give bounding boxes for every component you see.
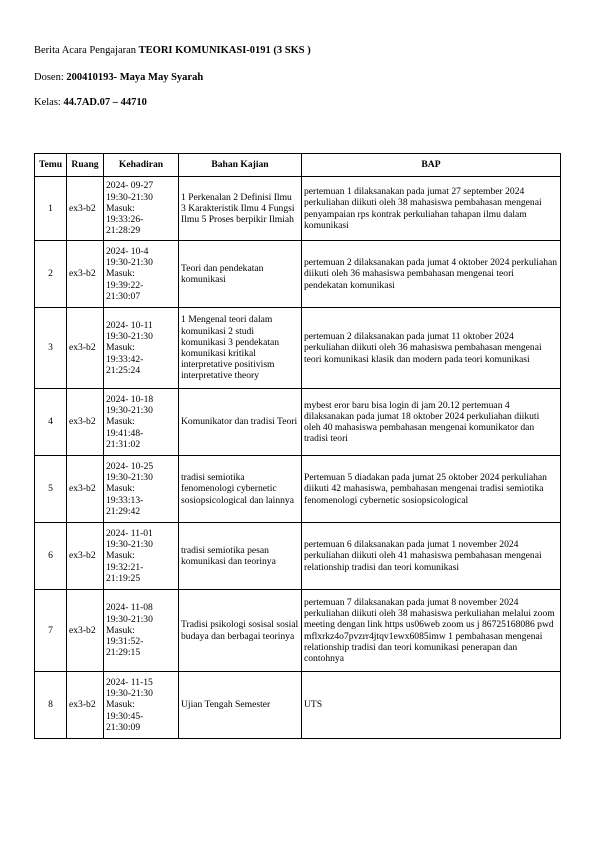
bap-cell: mybest eror baru bisa login di jam 20.12 pertemuan 4 dilaksanakan pada jumat 18 oktober 2024 perkuliahan diikuti oleh 40 mahasiswa pembahasan mengenai komunikator dan tradisi teori [302,389,561,456]
lecturer-name: 200410193- Maya May Syarah [66,72,204,83]
kehadiran-cell: 2024- 10-4 19:30-21:30 Masuk: 19:39:22- 21:30:07 [104,241,179,308]
table-row [35,177,561,241]
kehadiran-cell: 2024- 10-25 19:30-21:30 Masuk: 19:33:13- 21:29:42 [104,456,179,523]
temu-cell: 4 [35,389,67,456]
table-row [35,523,561,590]
table-row [35,389,561,456]
temu-cell: 6 [35,523,67,590]
col-kajian-header: Bahan Kajian [179,154,302,177]
table-row [35,590,561,672]
col-temu-header: Temu [35,154,67,177]
bap-cell: pertemuan 6 dilaksanakan pada jumat 1 november 2024 perkuliahan diikuti oleh 41 mahasiswa pembahasan mengenai relationship tradisi dan teori komunikasi [302,523,561,590]
temu-cell: 8 [35,672,67,739]
kehadiran-cell: 2024- 10-11 19:30-21:30 Masuk: 19:33:42- 21:25:24 [104,308,179,389]
bap-cell: pertemuan 7 dilaksanakan pada jumat 8 november 2024 perkuliahan diikuti oleh 38 mahasiswa perkuliahan melalui zoom meeting dengan link https us06web zoom us j 86725168086 pwd mflxrkz4o7pvzrr4jtqv1ewx6085imw 1 pembahasan mengenai relationship tradisi dan teori komunikasi penerapan dan contohnya [302,590,561,672]
ruang-cell: ex3-b2 [67,672,104,739]
kajian-cell: Ujian Tengah Semester [179,672,302,739]
kajian-cell: 1 Perkenalan 2 Definisi Ilmu 3 Karakteristik Ilmu 4 Fungsi Ilmu 5 Proses berpikir Ilmiah [179,177,302,241]
temu-cell: 5 [35,456,67,523]
table-row [35,241,561,308]
kajian-cell: Tradisi psikologi sosisal sosial budaya dan berbagai teorinya [179,590,302,672]
table-row [35,308,561,389]
col-ruang-header: Ruang [67,154,104,177]
ruang-cell: ex3-b2 [67,177,104,241]
doc-title [34,45,311,56]
temu-cell: 2 [35,241,67,308]
class-code: 44.7AD.07 – 44710 [63,97,147,108]
kajian-cell: Teori dan pendekatan komunikasi [179,241,302,308]
col-bap-header: BAP [302,154,561,177]
kehadiran-cell: 2024- 11-01 19:30-21:30 Masuk: 19:32:21- 21:19:25 [104,523,179,590]
bap-cell: Pertemuan 5 diadakan pada jumat 25 oktober 2024 perkuliahan diikuti 42 mahasiswa, pembahasan mengenai tradisi semiotika fenomenologi cybernetic sosiopsicological [302,456,561,523]
bap-cell: UTS [302,672,561,739]
bap-cell: pertemuan 1 dilaksanakan pada jumat 27 september 2024 perkuliahan diikuti oleh 38 mahasiswa pembahasan mengenai penyampaian rps kontrak perkuliahan tahapan ilmu dalam komunikasi [302,177,561,241]
temu-cell: 7 [35,590,67,672]
title-prefix: Berita Acara Pengajaran [34,45,137,56]
kehadiran-cell: 2024- 10-18 19:30-21:30 Masuk: 19:41:48- 21:31:02 [104,389,179,456]
temu-cell: 1 [35,177,67,241]
kehadiran-cell: 2024- 11-15 19:30-21:30 Masuk: 19:30:45- 21:30:09 [104,672,179,739]
bap-table [34,153,561,739]
kajian-cell: tradisi semiotika fenomenologi cybernetic sosiopsicological dan lainnya [179,456,302,523]
table-row [35,456,561,523]
bap-cell: pertemuan 2 dilaksanakan pada jumat 4 oktober 2024 perkuliahan diikuti oleh 36 mahasiswa pembahasan mengenai teori pendekatan komunikasi [302,241,561,308]
table-header-row [35,154,561,177]
class-line [34,97,147,108]
kehadiran-cell: 2024- 09-27 19:30-21:30 Masuk: 19:33:26- 21:28:29 [104,177,179,241]
temu-cell: 3 [35,308,67,389]
ruang-cell: ex3-b2 [67,590,104,672]
kajian-cell: 1 Mengenal teori dalam komunikasi 2 studi komunikasi 3 pendekatan komunikasi kritikal interpretative positivism interpretative theory [179,308,302,389]
lecturer-label: Dosen: [34,72,64,83]
class-label: Kelas: [34,97,61,108]
ruang-cell: ex3-b2 [67,456,104,523]
kajian-cell: Komunikator dan tradisi Teori [179,389,302,456]
bap-cell: pertemuan 2 dilaksanakan pada jumat 11 oktober 2024 perkuliahan diikuti oleh 36 mahasiswa pembahasan mengenai teori komunikasi klasik dan modern pada teori komunikasi [302,308,561,389]
ruang-cell: ex3-b2 [67,308,104,389]
lecturer-line [34,72,203,83]
kehadiran-cell: 2024- 11-08 19:30-21:30 Masuk: 19:31:52- 21:29:15 [104,590,179,672]
ruang-cell: ex3-b2 [67,389,104,456]
kajian-cell: tradisi semiotika pesan komunikasi dan teorinya [179,523,302,590]
table-row [35,672,561,739]
ruang-cell: ex3-b2 [67,523,104,590]
col-kehadiran-header: Kehadiran [104,154,179,177]
course-name: TEORI KOMUNIKASI-0191 (3 SKS ) [138,45,311,56]
ruang-cell: ex3-b2 [67,241,104,308]
